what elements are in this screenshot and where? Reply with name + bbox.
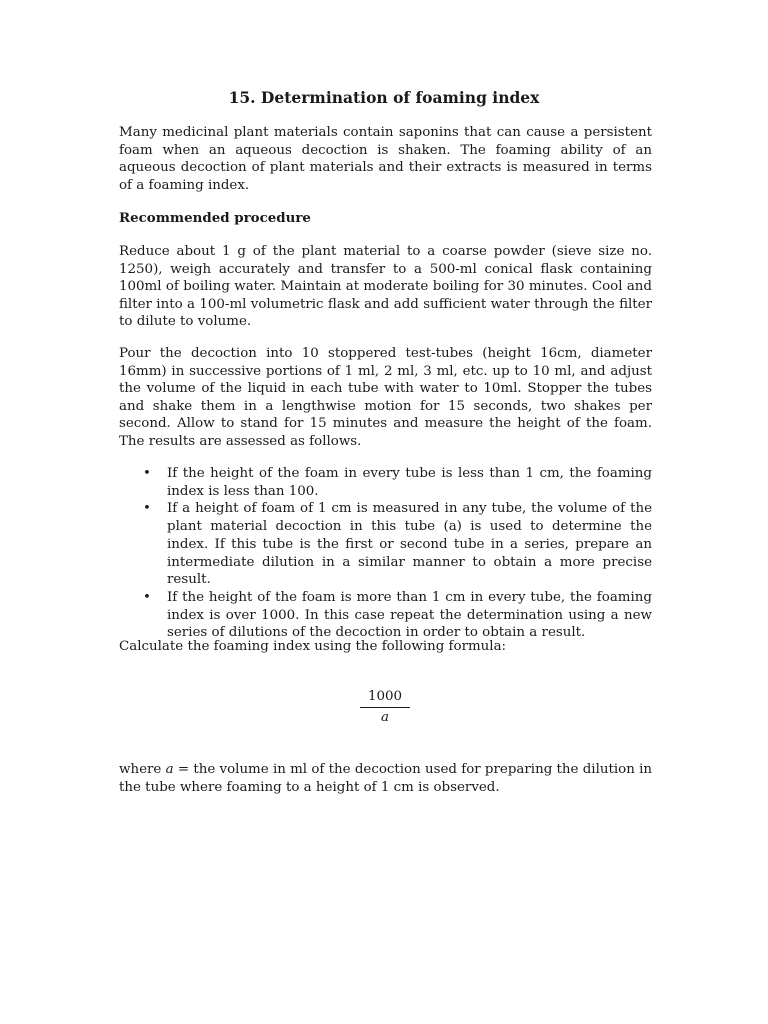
where-text: = the volume in ml of the decoction used for preparing the dilution in the tube where foaming to a height of 1 cm is observed.	[119, 762, 652, 795]
result-bullet-list	[141, 465, 652, 642]
formula-intro: Calculate the foaming index using the following formula:	[119, 639, 507, 654]
where-variable: a	[165, 762, 174, 777]
list-item-text: If a height of foam of 1 cm is measured in any tube, the volume of the plant material decoction in this tube (a) is used to determine the index. If this tube is the first or second tube in a series, prepare an intermediate dilution in a similar manner to obtain a more precise result.	[167, 501, 652, 588]
where-definition	[119, 761, 652, 796]
procedure-paragraph-2: Pour the decoction into 10 stoppered test-tubes (height 16cm, diameter 16mm) in successive portions of 1 ml, 2 ml, 3 ml, etc. up to 10 ml, and adjust the volume of the liquid in each tube with water to 10ml. Stopper the tubes and shake them in a lengthwise motion for 15 seconds, two shakes per second. Allow to stand for 15 minutes and measure the height of the foam. The results are assessed as follows.	[119, 346, 652, 449]
bullet-icon: •	[143, 466, 151, 481]
formula-numerator: 1000	[360, 689, 410, 708]
procedure-paragraph-1: Reduce about 1 g of the plant material to a coarse powder (sieve size no. 1250), weigh accurately and transfer to a 500-ml conical flask containing 100ml of boiling water. Maintain at moderate boiling for 30 minutes. Cool and filter into a 100-ml volumetric flask and add sufficient water through the filter to dilute to volume.	[119, 244, 652, 329]
list-item-text: If the height of the foam is more than 1 cm in every tube, the foaming index is over 1000. In this case repeat the determination using a new series of dilutions of the decoction in order to obtain a result.	[167, 589, 652, 641]
list-item	[141, 500, 652, 589]
intro-paragraph: Many medicinal plant materials contain saponins that can cause a persistent foam when an aqueous decoction is shaken. The foaming ability of an aqueous decoction of plant materials and their extracts is measured in terms of a foaming index.	[119, 125, 652, 193]
where-prefix: where	[119, 762, 166, 777]
list-item-text: If the height of the foam in every tube is less than 1 cm, the foaming index is less than 100.	[167, 466, 652, 499]
section-heading: Recommended procedure	[119, 210, 311, 226]
formula-fraction	[360, 689, 410, 725]
list-item	[141, 465, 652, 500]
formula-denominator: a	[381, 710, 389, 725]
bullet-icon: •	[143, 501, 151, 517]
bullet-icon: •	[143, 589, 151, 605]
page-title: 15. Determination of foaming index	[228, 88, 540, 107]
list-item	[141, 589, 652, 642]
